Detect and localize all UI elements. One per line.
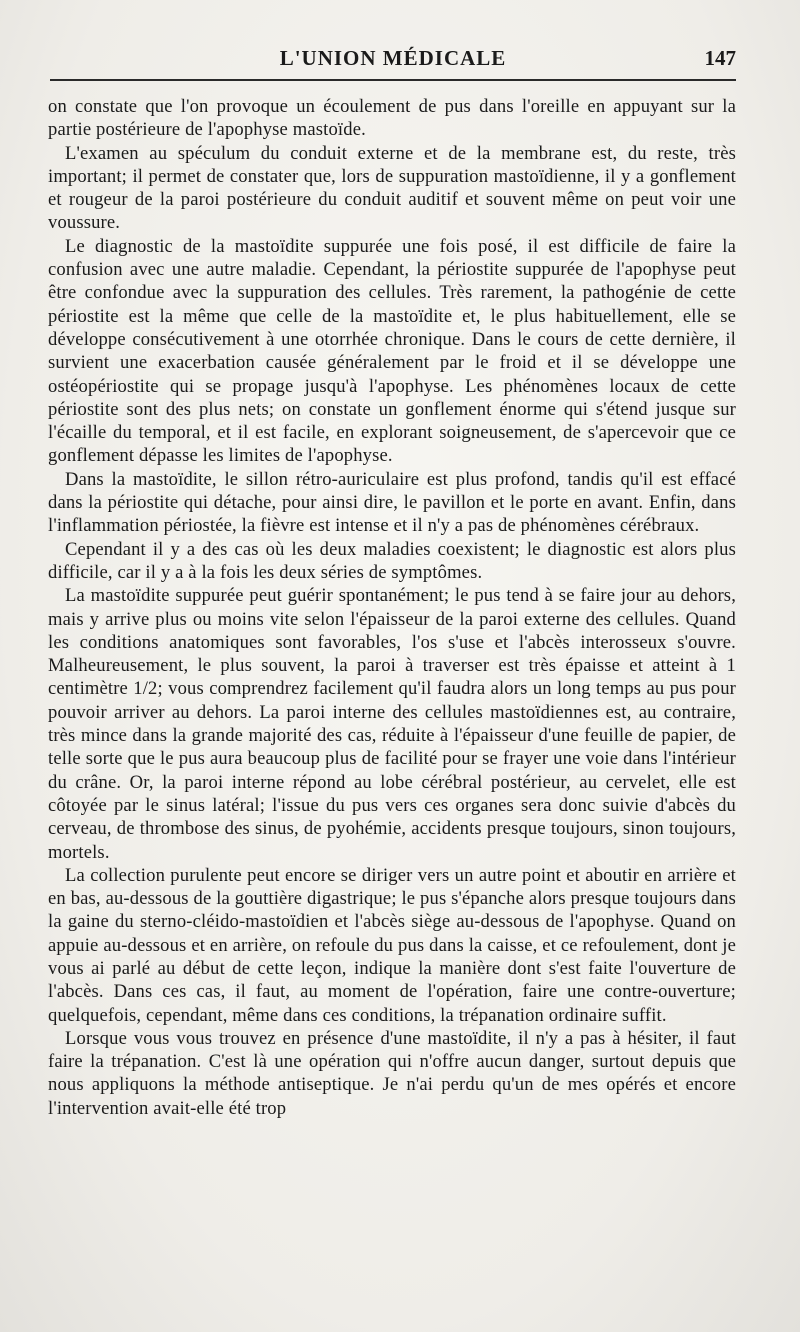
paragraph-spontaneous-healing: La mastoïdite suppurée peut guérir spontanément; le pus tend à se faire jour au dehors, mais y arrive plus ou moins vite selon l'épaisseur de la paroi externe des cellules. Quand les conditions anatomiques sont favorables, l'os s'use et l'abcès interosseux s'ouvre. Malheureusement, le plus souvent, la paroi à traverser est très épaisse et atteint à 1 centimètre 1/2; vous comprendrez facilement qu'il faudra alors un long temps au pus pour pouvoir arriver au dehors. La paroi interne des cellules mastoïdiennes est, au contraire, très mince dans la grande majorité des cas, réduite à l'épaisseur d'une feuille de papier, de telle sorte que le pus aura beaucoup plus de facilité pour se frayer une voie dans l'intérieur du crâne. Or, la paroi interne répond au lobe cérébral postérieur, au cervelet, elle est côtoyée par le sinus latéral; l'issue du pus vers ces organes sera donc suivie d'abcès du cerveau, de thrombose des sinus, de pyohémie, accidents presque toujours, sinon toujours, mortels. — [48, 585, 736, 863]
running-title: L'UNION MÉDICALE — [279, 46, 507, 70]
paragraph-trepanation: Lorsque vous vous trouvez en présence d'une mastoïdite, il n'y a pas à hésiter, il faut faire la trépanation. C'est là une opération qui n'offre aucun danger, surtout depuis que nous appliquons la méthode antiseptique. Je n'ai perdu qu'un de mes opérés et encore l'intervention avait-elle été trop — [48, 1027, 736, 1119]
paragraph-continued: on constate que l'on provoque un écoulement de pus dans l'oreille en appuyant sur la partie postérieure de l'apophyse mastoïde. — [48, 96, 736, 141]
page-number: 147 — [704, 46, 736, 70]
paragraph-speculum-exam: L'examen au spéculum du conduit externe et de la membrane est, du reste, très important; il permet de constater que, lors de suppuration mastoïdienne, il y a gonflement et rougeur de la paroi postérieure du conduit auditif et souvent même on peut voir une voussure. — [48, 142, 736, 234]
text-body — [48, 95, 736, 1120]
paragraph-coexistence: Cependant il y a des cas où les deux maladies coexistent; le diagnostic est alors plus difficile, car il y a à la fois les deux séries de symptômes. — [48, 538, 736, 583]
paragraph-diagnosis: Le diagnostic de la mastoïdite suppurée une fois posé, il est difficile de faire la confusion avec une autre maladie. Cependant, la périostite suppurée de l'apophyse peut être confondue avec la suppuration des cellules. Très rarement, la pathogénie de cette périostite est la même que celle de la mastoïdite et, le plus habituellement, elle se développe consécutivement à une otorrhée chronique. Dans le cours de cette dernière, il survient une exacerbation causée généralement par le froid et il se développe une ostéopériostite qui se propage jusqu'à l'apophyse. Les phénomènes locaux de cette périostite sont des plus nets; on constate un gonflement énorme qui s'étend jusque sur l'écaille du temporal, et il est facile, en explorant soigneusement, de s'apercevoir que ce gonflement dépasse les limites de l'apophyse. — [48, 235, 736, 467]
running-header — [48, 46, 738, 78]
paragraph-retro-auricular-groove: Dans la mastoïdite, le sillon rétro-auriculaire est plus profond, tandis qu'il est effacé dans la périostite qui détache, pour ainsi dire, le pavillon et le porte en avant. Enfin, dans l'inflammation périostée, la fièvre est intense et il n'y a pas de phénomènes cérébraux. — [48, 468, 736, 537]
header-rule — [50, 79, 736, 81]
paragraph-purulent-collection: La collection purulente peut encore se diriger vers un autre point et aboutir en arrière et en bas, au-dessous de la gouttière digastrique; le pus s'épanche alors presque toujours dans la gaine du sterno-cléido-mastoïdien et l'abcès siège au-dessous de l'apophyse. Quand on appuie au-dessous et en arrière, on refoule du pus dans la caisse, et ce refoulement, dont je vous ai parlé au début de cette leçon, indique la manière dont s'est faite l'ouverture de l'abcès. Dans ces cas, il faut, au moment de l'opération, faire une contre-ouverture; quelquefois, cependant, même dans ces conditions, la trépanation ordinaire suffit. — [48, 864, 736, 1026]
